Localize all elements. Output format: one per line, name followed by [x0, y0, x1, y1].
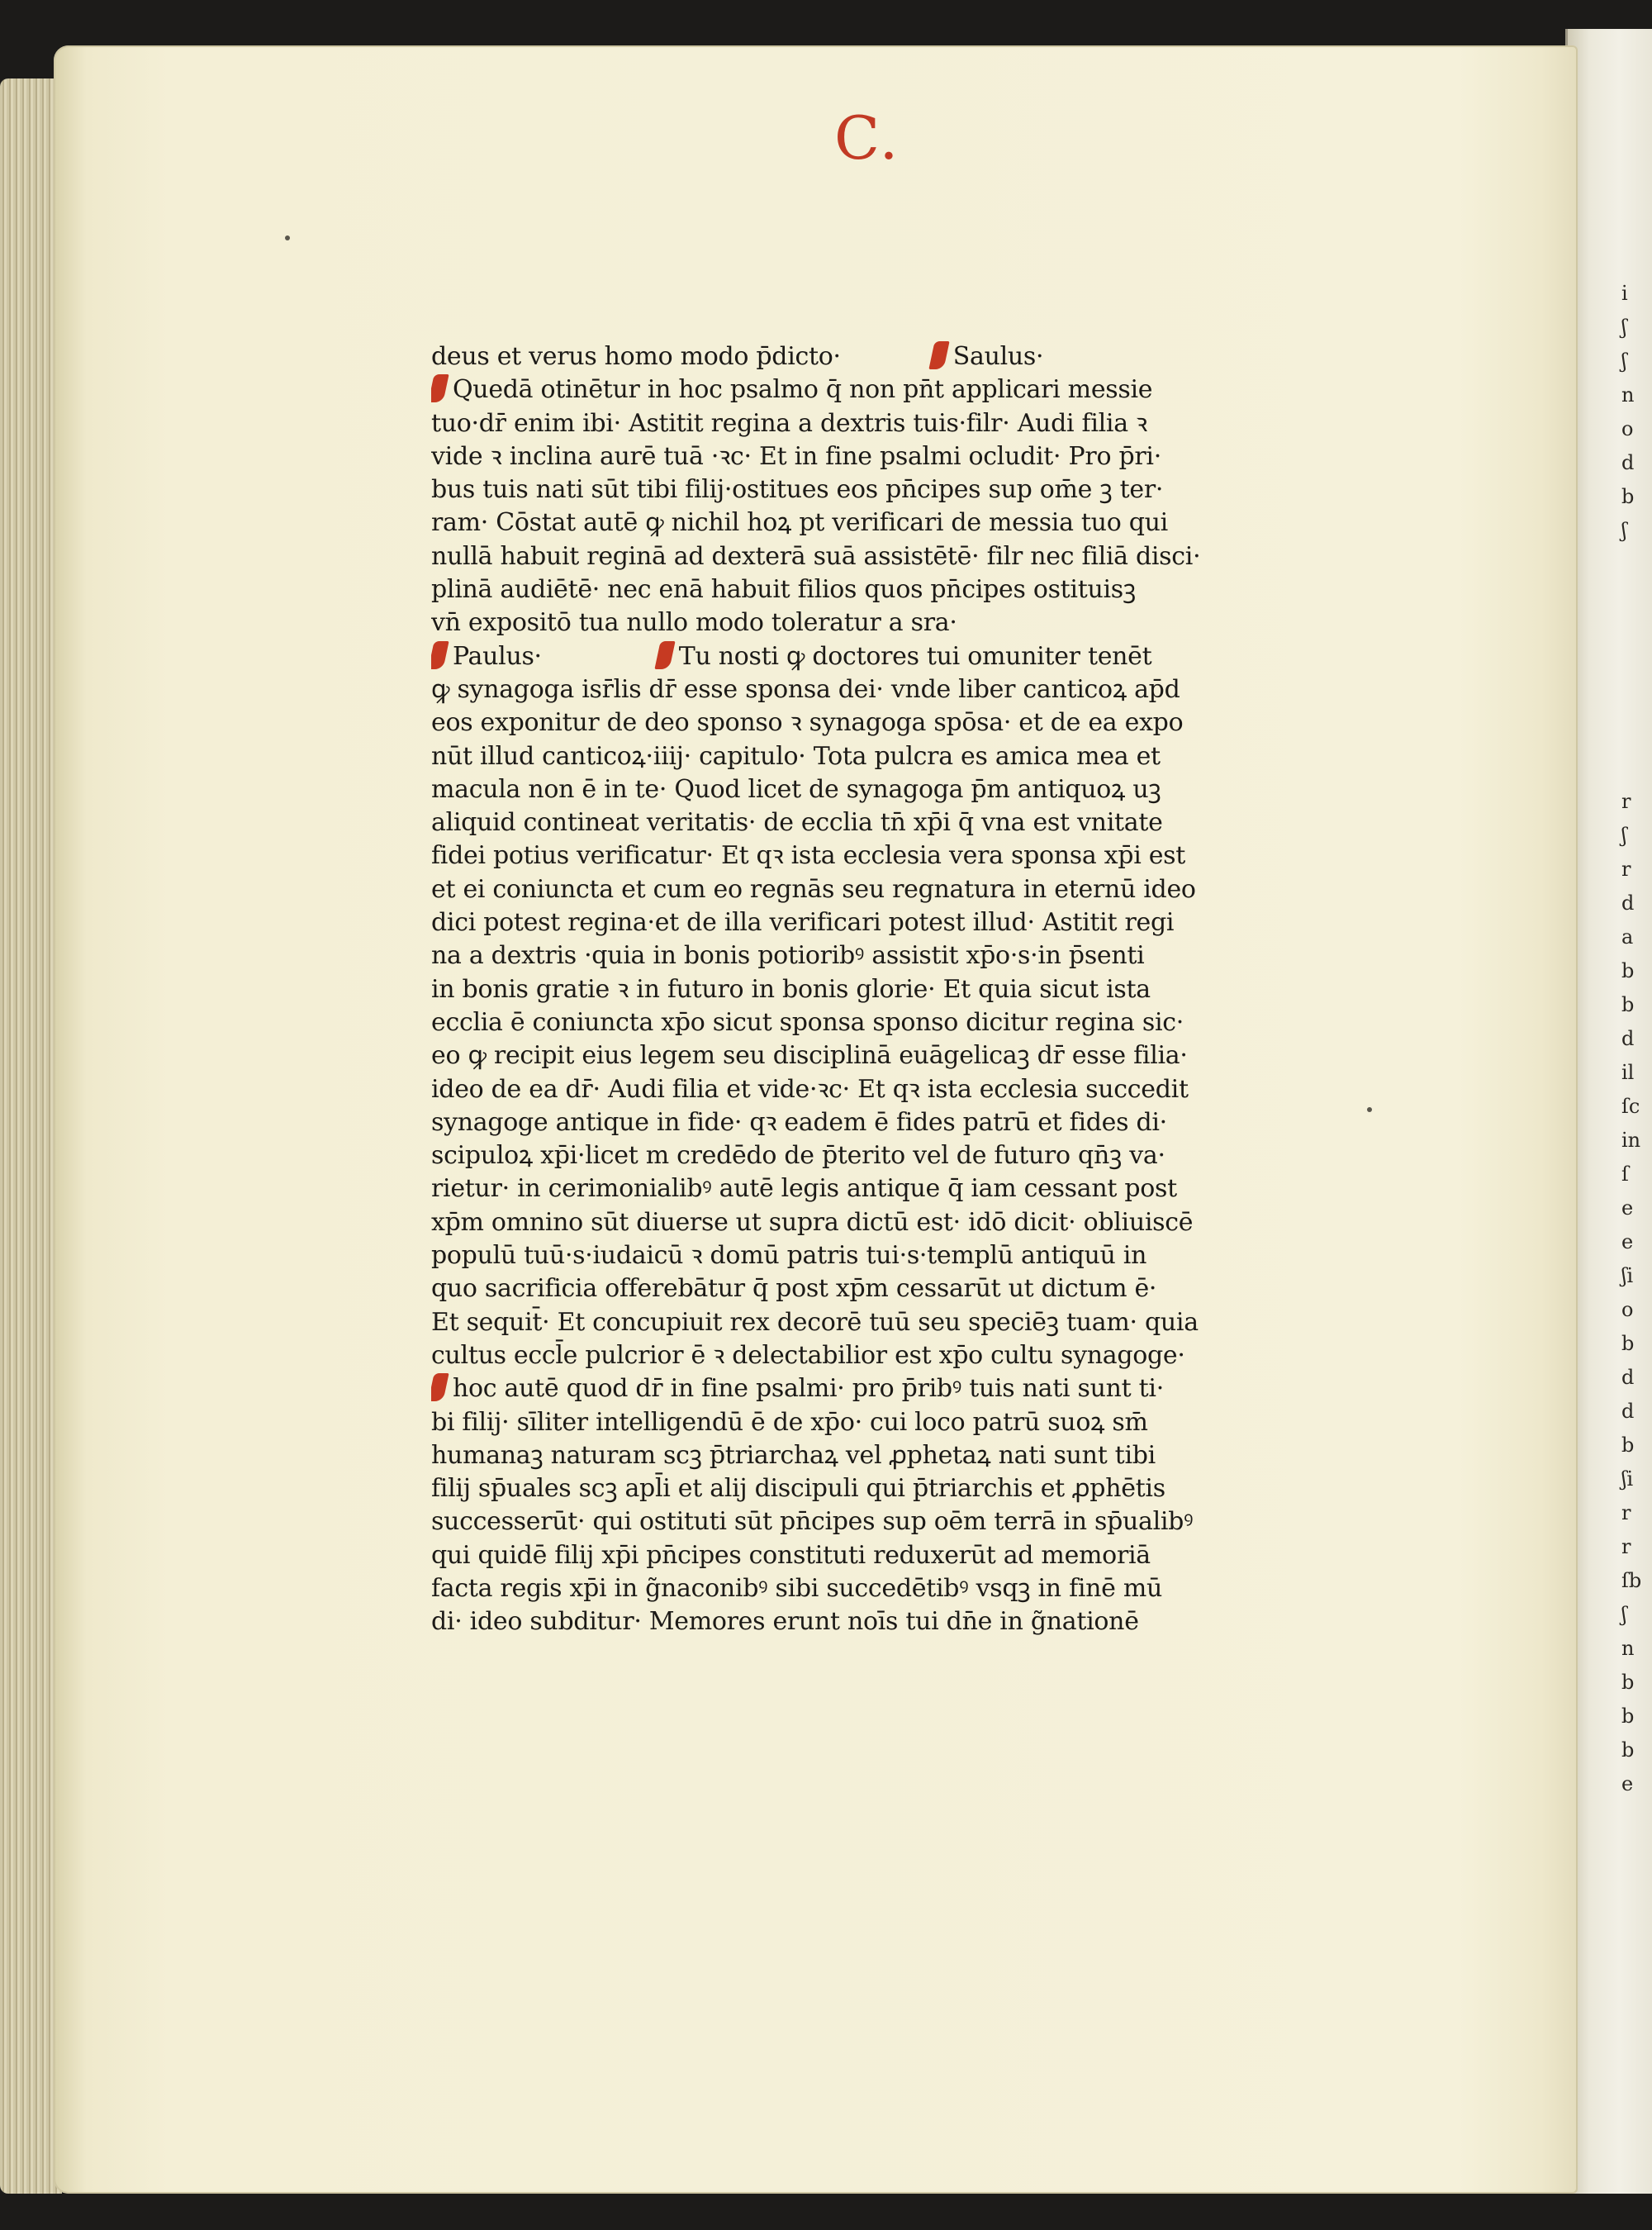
text-line [431, 1139, 1290, 1172]
text-line [431, 340, 1290, 373]
facing-page-glyph: ʃi [1621, 1264, 1634, 1287]
text-line [431, 573, 1290, 606]
line-text: successerūt· qui ostituti sūt pn̄cipes sup oēm terrā in sp̄ualibꝰ [431, 1507, 1194, 1537]
text-line [431, 606, 1290, 640]
line-text: hoc autē quod dr̄ in fine psalmi· pro p̄ribꝰ tuis nati sunt ti· [453, 1374, 1164, 1404]
rubric-mark [654, 641, 675, 669]
text-line [431, 1605, 1290, 1638]
text-line [431, 673, 1290, 706]
facing-page-glyph: a [1621, 925, 1634, 949]
facing-page-glyph: r [1621, 1501, 1631, 1524]
text-line [431, 506, 1290, 540]
rubric-mark [431, 374, 449, 402]
line-tail-text: Saulus· [952, 342, 1044, 371]
text-line [431, 939, 1290, 972]
line-text: eo ꝙ recipit eius legem seu disciplinā euāgelicaꝫ dr̄ esse filia· [431, 1041, 1188, 1071]
facing-page-glyph [1621, 683, 1646, 717]
line-text: synagoge antique in fide· qꝛ eadem ē fides patrū et fides di· [431, 1107, 1167, 1137]
text-line [431, 1539, 1290, 1572]
text-line [431, 473, 1290, 506]
line-text: eos exponitur de deo sponso ꝛ synagoga spōsa· et de ea expo [431, 708, 1184, 738]
line-text: ideo de ea dr̄· Audi filia et vide·ꝛc· Et qꝛ ista ecclesia succedit [431, 1074, 1189, 1104]
line-text: bus tuis nati sūt tibi filij·ostitues eos pn̄cipes sup om̄e ꝫ ter· [431, 475, 1164, 505]
facing-page-glyph: r [1621, 790, 1631, 813]
rubric-mark [431, 1373, 449, 1401]
facing-page-glyph: n [1621, 1637, 1635, 1660]
line-text: populū tuū·s·iudaicū ꝛ domū patris tui·s·templū antiquū in [431, 1241, 1147, 1271]
facing-page-glyph: b [1621, 959, 1635, 982]
text-line [431, 407, 1290, 440]
facing-page-glyph: b [1621, 1434, 1635, 1457]
facing-page-glyph: d [1621, 451, 1635, 474]
facing-page-glyph: e [1621, 1772, 1634, 1795]
line-text: et ei coniuncta et cum eo regnās seu regnatura in eternū ideo [431, 874, 1196, 904]
text-line [431, 839, 1290, 873]
facing-page-glyph [1621, 717, 1646, 751]
line-text: macula non ē in te· Quod licet de synagoga p̄m antiquoꝝ uꝫ [431, 774, 1161, 804]
text-line [431, 906, 1290, 939]
facing-page-glyph: il [1621, 1061, 1635, 1084]
facing-page-margin-text [1621, 277, 1646, 1801]
text-line [431, 1306, 1290, 1339]
line-text: plinā audiētē· nec enā habuit filios quos pn̄cipes ostituisꝫ [431, 575, 1136, 605]
line-text: xp̄m omnino sūt diuerse ut supra dictū est· idō dicit· obliuiscē [431, 1207, 1194, 1237]
text-line [431, 1406, 1290, 1439]
text-line [431, 1372, 1290, 1405]
facing-page-glyph: o [1621, 417, 1634, 440]
facing-page-glyph: ʃ [1621, 1603, 1627, 1626]
line-text: bi filij· sīliter intelligendū ē de xp̄o· cui loco patrū suoꝝ sm̄ [431, 1407, 1148, 1437]
line-text: Paulus· [453, 641, 542, 671]
line-text: nullā habuit reginā ad dexterā suā assistētē· filr nec filiā disci· [431, 541, 1201, 571]
text-column [431, 340, 1290, 1639]
line-text: in bonis gratie ꝛ in futuro in bonis glorie· Et quia sicut ista [431, 974, 1151, 1004]
paper-speck [1367, 1107, 1372, 1112]
facing-page-glyph: n [1621, 383, 1635, 407]
text-line [431, 1472, 1290, 1505]
text-line [431, 1339, 1290, 1372]
line-text: na a dextris ·quia in bonis potioribꝰ assistit xp̄o·s·in p̄senti [431, 941, 1145, 971]
line-tail-text: Tu nosti ꝙ doctores tui omuniter tenēt [678, 641, 1152, 671]
text-line [431, 1572, 1290, 1605]
facing-page [1565, 29, 1652, 2194]
text-line [431, 873, 1290, 906]
facing-page-glyph: ʃ [1621, 519, 1627, 542]
facing-page-glyph: e [1621, 1230, 1634, 1253]
facing-page-glyph: o [1621, 1298, 1634, 1321]
line-text: fidei potius verificatur· Et qꝛ ista ecclesia vera sponsa xp̄i est [431, 841, 1186, 871]
facing-page-glyph: b [1621, 1332, 1635, 1355]
page-headline: C. [834, 103, 900, 173]
line-text: vide ꝛ inclina aurē tuā ·ꝛc· Et in fine psalmi ocludit· Pro p̄ri· [431, 441, 1161, 471]
facing-page-glyph [1621, 649, 1646, 683]
line-text: di· ideo subditur· Memores erunt noīs tui dn̄e in g̃nationē [431, 1607, 1139, 1637]
facing-page-glyph: r [1621, 858, 1631, 881]
text-line [431, 706, 1290, 739]
facing-page-glyph [1621, 548, 1646, 582]
line-text: nūt illud canticoꝝ·iiij· capitulo· Tota pulcra es amica mea et [431, 741, 1161, 771]
line-text: humanaꝫ naturam scꝫ p̄triarchaꝝ vel ꝓphetaꝝ nati sunt tibi [431, 1440, 1156, 1470]
line-text: tuo·dr̄ enim ibi· Astitit regina a dextris tuis·filr· Audi filia ꝛ [431, 408, 1147, 438]
facing-page-glyph [1621, 616, 1646, 649]
facing-page-glyph: b [1621, 993, 1635, 1016]
text-line [431, 640, 1290, 673]
facing-page-glyph: d [1621, 1400, 1635, 1423]
text-line [431, 1206, 1290, 1239]
line-text: Et sequit̄· Et concupiuit rex decorē tuū seu speciēꝫ tuam· quia [431, 1307, 1199, 1337]
text-line [431, 1039, 1290, 1072]
line-text: deus et verus homo modo p̄dicto· [431, 342, 841, 371]
facing-page-glyph: b [1621, 1705, 1635, 1728]
line-text: cultus eccl̄e pulcrior ē ꝛ delectabilior est xp̄o cultu synagoge· [431, 1340, 1185, 1370]
line-text: rietur· in cerimonialibꝰ autē legis antique q̄ iam cessant post [431, 1174, 1177, 1204]
line-text: aliquid contineat veritatis· de ecclia tn̄ xp̄i q̄ vna est vnitate [431, 808, 1163, 838]
rubric-mark [431, 641, 449, 669]
rubric-mark [928, 341, 949, 369]
paper-speck [285, 235, 290, 240]
book-page-edges [0, 78, 62, 2194]
line-text: dici potest regina·et de illa verificari potest illud· Astitit regi [431, 908, 1175, 938]
line-text: vn̄ expositō tua nullo modo toleratur a sra· [431, 608, 957, 638]
text-line [431, 373, 1290, 407]
text-line [431, 1006, 1290, 1039]
text-line [431, 773, 1290, 806]
facing-page-glyph: d [1621, 892, 1635, 915]
line-text: ecclia ē coniuncta xp̄o sicut sponsa sponso dicitur regina sic· [431, 1007, 1184, 1037]
text-line [431, 1505, 1290, 1538]
facing-page-glyph: r [1621, 1535, 1631, 1558]
facing-page-glyph: ʃ [1621, 349, 1627, 373]
text-line [431, 806, 1290, 839]
text-line [431, 1239, 1290, 1272]
text-line [431, 1439, 1290, 1472]
line-text: ram· Cōstat autē ꝙ nichil hoꝝ pt verificari de messia tuo qui [431, 508, 1168, 538]
text-line [431, 1106, 1290, 1139]
facing-page-glyph: d [1621, 1366, 1635, 1389]
text-line [431, 973, 1290, 1006]
facing-page-glyph: in [1621, 1129, 1641, 1152]
text-line [431, 1073, 1290, 1106]
text-line [431, 740, 1290, 773]
facing-page-glyph: b [1621, 1738, 1635, 1762]
line-text: ꝙ synagoga isr̄lis dr̄ esse sponsa dei· vnde liber canticoꝝ ap̄d [431, 674, 1180, 704]
facing-page-glyph: e [1621, 1196, 1634, 1220]
facing-page-glyph: ʃi [1621, 1467, 1634, 1491]
facing-page-glyph: ʃ [1621, 824, 1627, 847]
text-line [431, 440, 1290, 473]
facing-page-glyph: ſc [1621, 1095, 1640, 1118]
text-line [431, 1172, 1290, 1205]
facing-page-glyph [1621, 582, 1646, 616]
facing-page-glyph: ʃ [1621, 316, 1627, 339]
text-line [431, 540, 1290, 573]
facing-page-glyph: d [1621, 1027, 1635, 1050]
line-text: facta regis xp̄i in g̃naconibꝰ sibi succedētibꝰ vsqꝫ in finē mū [431, 1573, 1163, 1603]
text-line [431, 1272, 1290, 1305]
facing-page-glyph [1621, 751, 1646, 785]
line-text: qui quidē filij xp̄i pn̄cipes constituti reduxerūt ad memoriā [431, 1540, 1151, 1570]
facing-page-glyph: ſ [1621, 1163, 1629, 1186]
line-text: quo sacrificia offerebātur q̄ post xp̄m cessarūt ut dictum ē· [431, 1274, 1157, 1304]
line-text: scipuloꝝ xp̄i·licet m credēdo de p̄terito vel de futuro qn̄ꝫ va· [431, 1141, 1165, 1171]
facing-page-glyph: i [1621, 282, 1628, 305]
line-text: filij sp̄uales scꝫ apl̄i et alij discipuli qui p̄triarchis et ꝓphētis [431, 1474, 1165, 1504]
facing-page-glyph: b [1621, 485, 1635, 508]
line-text: Quedā otinētur in hoc psalmo q̄ non pn̄t applicari messie [453, 375, 1153, 405]
facing-page-glyph: b [1621, 1671, 1635, 1694]
facing-page-glyph: ſb [1621, 1569, 1642, 1592]
